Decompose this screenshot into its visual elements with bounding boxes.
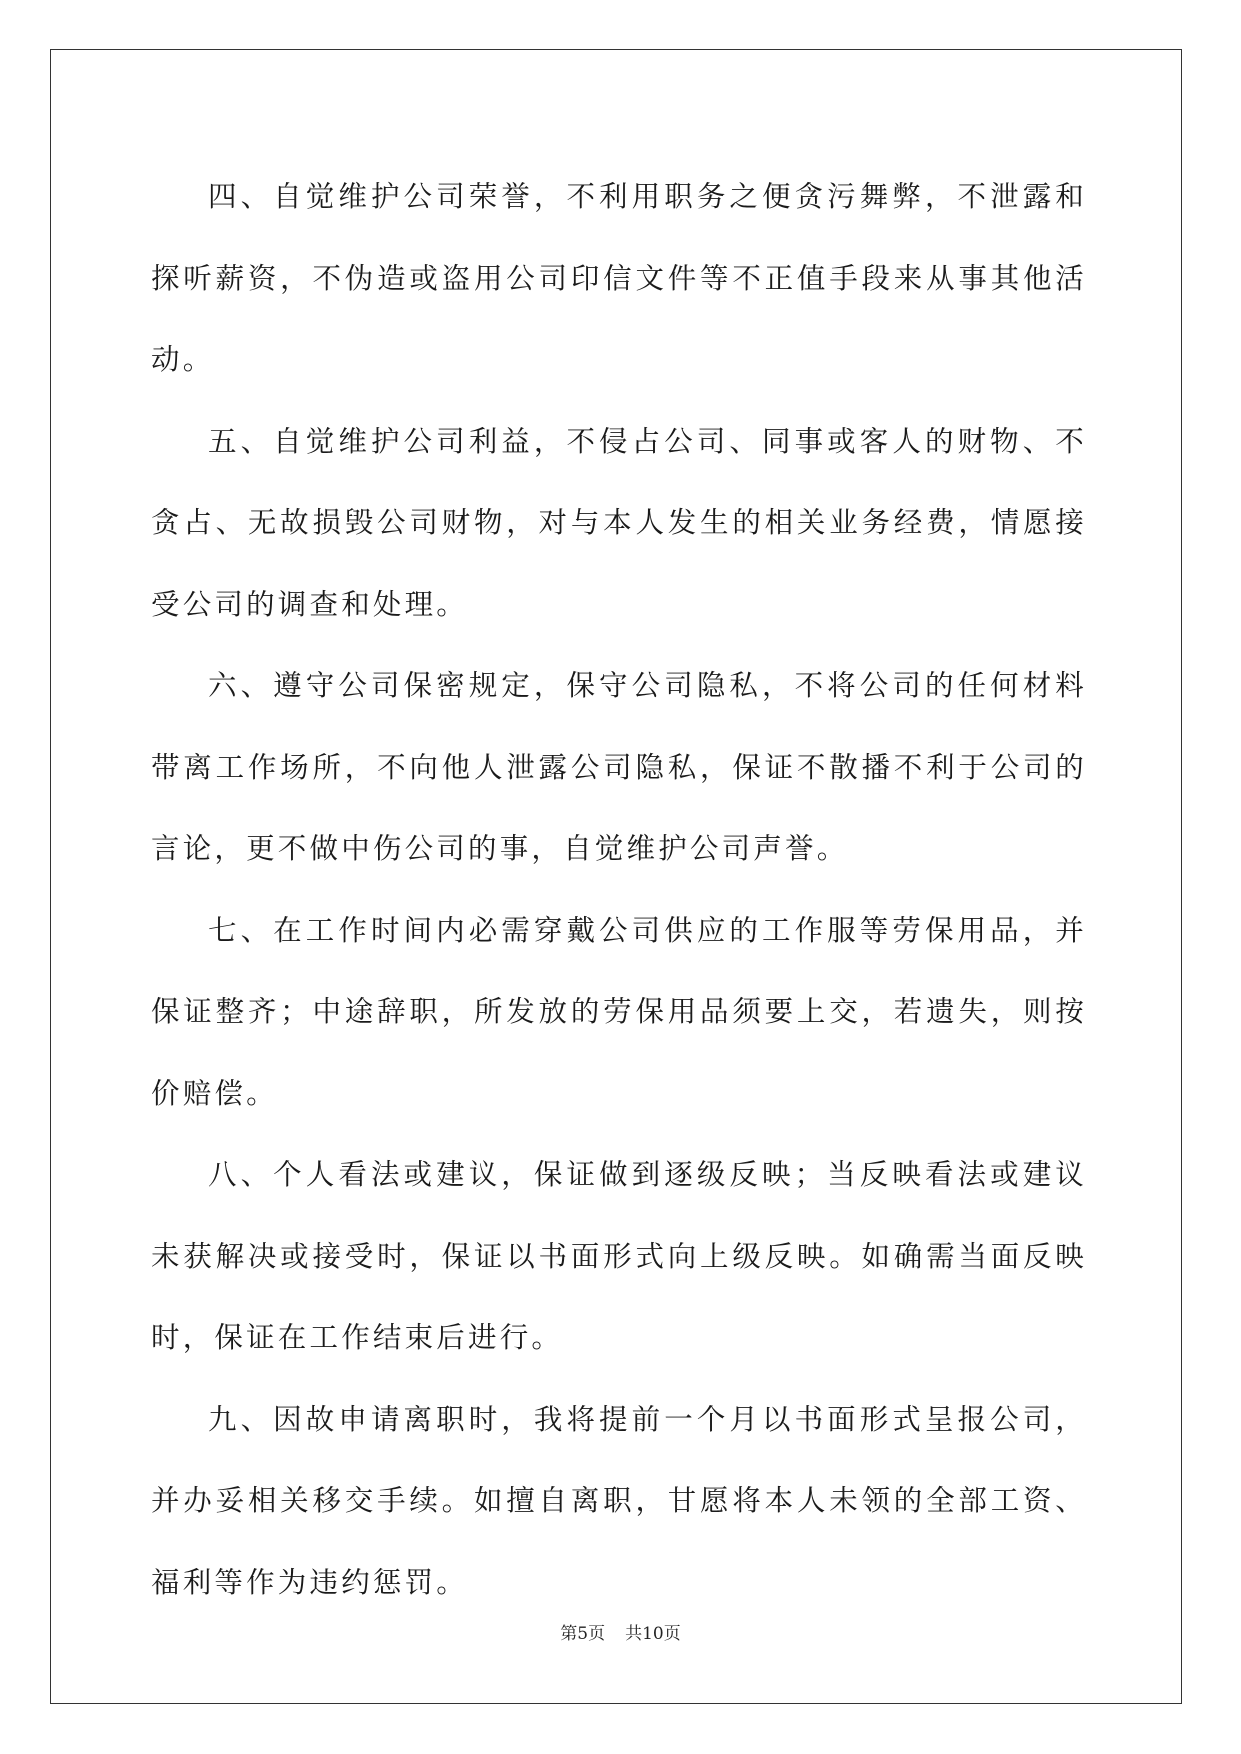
paragraph-6: 六、遵守公司保密规定，保守公司隐私，不将公司的任何材料带离工作场所，不向他人泄露公司隐私，保证不散播不利于公司的言论，更不做中伤公司的事，自觉维护公司声誉。 bbox=[151, 669, 1087, 865]
paragraph-9: 九、因故申请离职时，我将提前一个月以书面形式呈报公司，并办妥相关移交手续。如擅自离职，甘愿将本人未领的全部工资、福利等作为违约惩罚。 bbox=[151, 1402, 1087, 1599]
page-footer bbox=[0, 1619, 1241, 1644]
page-number-total: 共10页 bbox=[625, 1624, 681, 1644]
page-number-current: 第5页 bbox=[560, 1624, 606, 1644]
paragraph-7: 七、在工作时间内必需穿戴公司供应的工作服等劳保用品，并保证整齐；中途辞职，所发放的劳保用品须要上交，若遗失，则按价赔偿。 bbox=[151, 913, 1087, 1110]
paragraph-4: 四、自觉维护公司荣誉，不利用职务之便贪污舞弊，不泄露和探听薪资，不伪造或盗用公司印信文件等不正值手段来从事其他活动。 bbox=[151, 180, 1087, 376]
paragraph-5: 五、自觉维护公司利益，不侵占公司、同事或客人的财物、不贪占、无故损毁公司财物，对与本人发生的相关业务经费，情愿接受公司的调查和处理。 bbox=[151, 424, 1087, 621]
document-body bbox=[151, 156, 1087, 1623]
paragraph-8: 八、个人看法或建议，保证做到逐级反映；当反映看法或建议未获解决或接受时，保证以书面形式向上级反映。如确需当面反映时，保证在工作结束后进行。 bbox=[151, 1158, 1087, 1354]
